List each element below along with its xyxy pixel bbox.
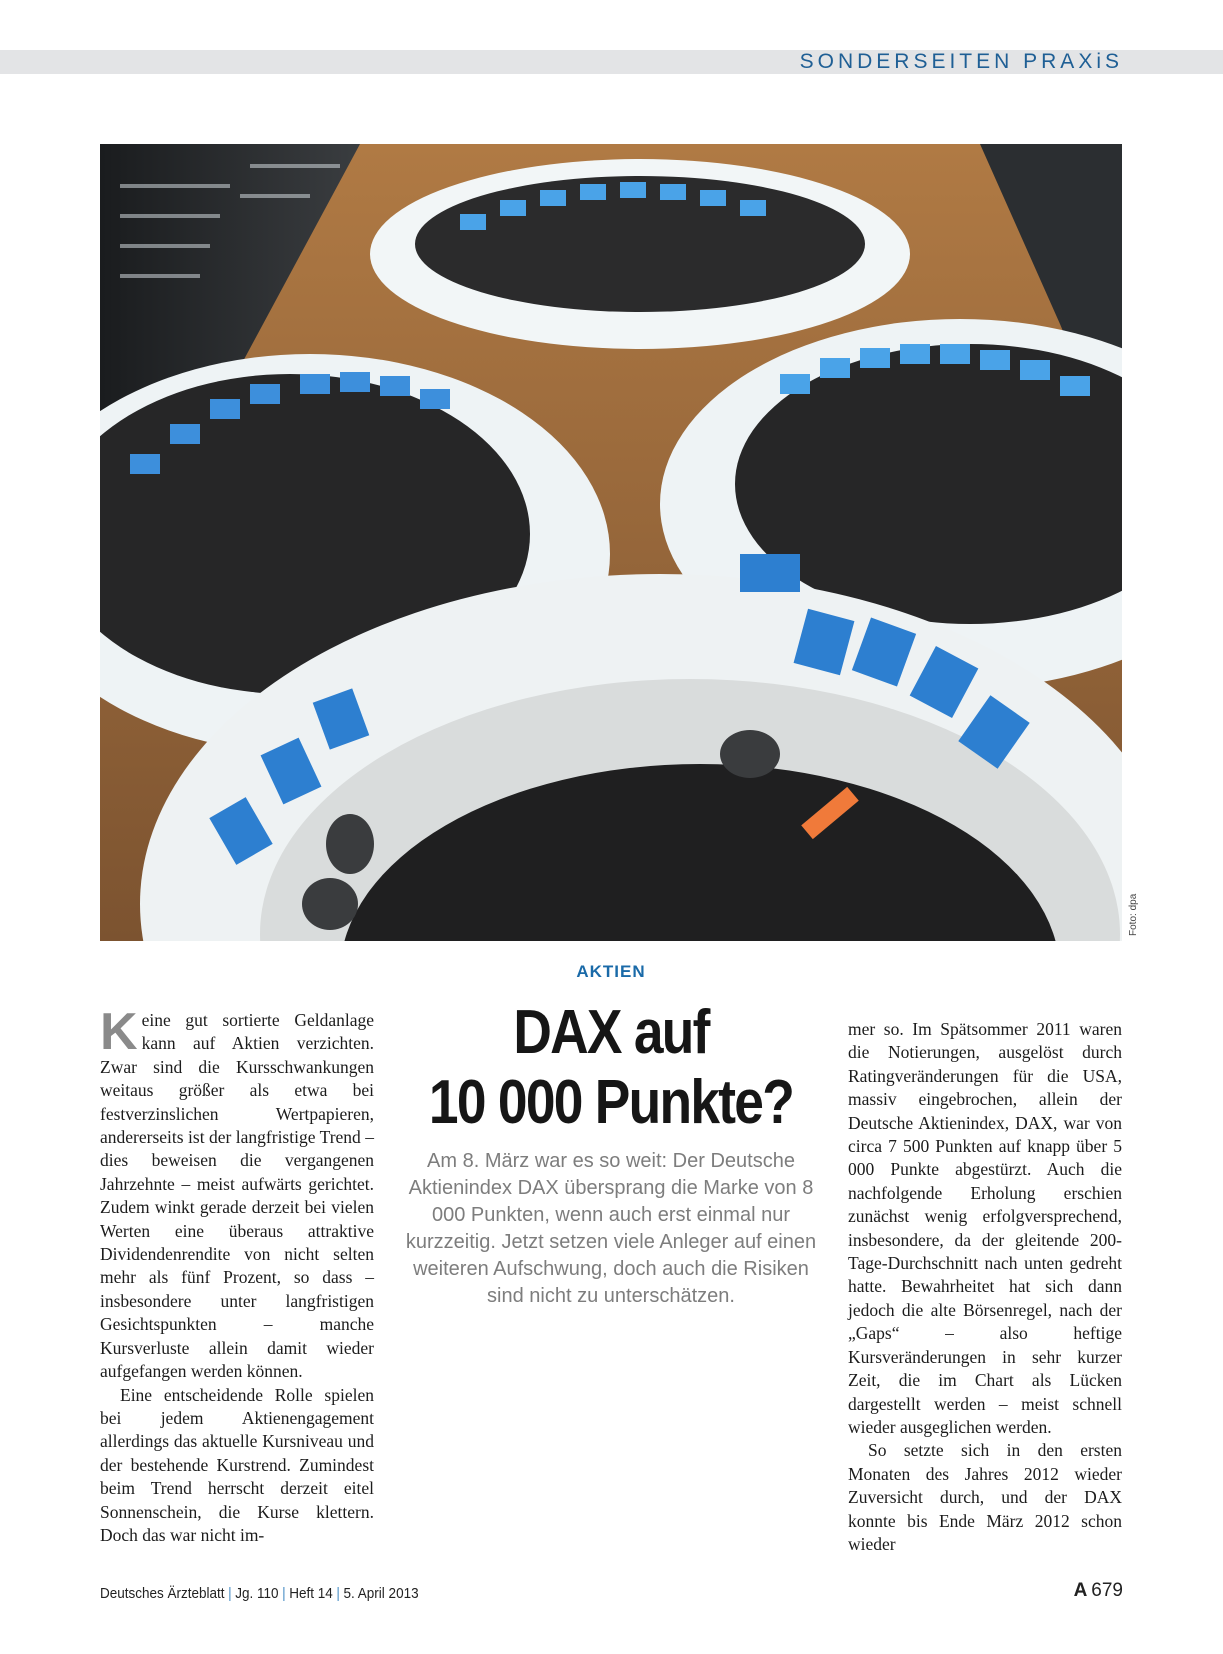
paragraph-2: Eine entscheidende Rolle spielen bei jedem Aktienengagement allerdings das aktuelle Kursniveau und der bestehende Kurstrend. Zumindest beim Trend herrscht derzeit eitel Sonnenschein, die Kurse klettern. Doch das war nicht im- <box>100 1384 374 1545</box>
volume: Jg. 110 <box>235 1585 279 1602</box>
page-prefix: A <box>1073 1580 1088 1601</box>
drop-cap: K <box>100 1003 138 1061</box>
page-number <box>1074 1580 1123 1602</box>
issue-date: 5. April 2013 <box>343 1585 419 1602</box>
paragraph-1 <box>100 1003 374 1384</box>
issue: Heft 14 <box>289 1585 333 1602</box>
headline-line-1: DAX auf <box>513 998 709 1067</box>
text-column-right <box>848 1018 1122 1556</box>
publication-name: Deutsches Ärzteblatt <box>100 1585 225 1602</box>
footer-citation: Deutsches Ärzteblatt | Jg. 110 | Heft 14 | 5. April 2013 <box>100 1585 419 1602</box>
photo-credit: Foto: dpa <box>1128 893 1139 936</box>
paragraph-1-text: eine gut sortierte Geldanlage kann auf Aktien verzichten. Zwar sind die Kursschwankungen weitaus größer als etwa bei festverzinslichen Wertpapieren, andererseits ist der langfristige Trend – dies beweisen die vergangenen Jahrzehnte – meist aufwärts gerichtet. Zudem winkt gerade derzeit bei vielen Werten eine überaus attraktive Dividendenrendite von nicht selten mehr als fünf Prozent, so dass – insbesondere unter langfristigen Gesichtspunkten – manche Kursverluste allein damit wieder aufgefangen werden können. <box>100 1010 374 1382</box>
article-headline <box>425 998 797 1138</box>
paragraph-3: mer so. Im Spätsommer 2011 waren die Notierungen, ausgelöst durch Ratingveränderungen für die USA, massiv eingebrochen, allein der Deutsche Aktienindex, DAX, war von circa 7 500 Punkten auf knapp über 5 000 Punkte abgestürzt. Auch die nachfolgende Erholung erschien zunächst wenig erfolgversprechend, insbesondere, da der gleitende 200-Tage-Durchschnitt nach unten gedreht hatte. Bewahrheitet hat sich dann jedoch die alte Börsenregel, nach der „Gaps“ – also heftige Kursveränderungen in sehr kurzer Zeit, die im Chart als Lücken dargestellt werden – meist schnell wieder ausgeglichen werden. <box>848 1019 1122 1437</box>
photo-illustration <box>100 144 1122 941</box>
text-column-left <box>100 1003 374 1547</box>
article-kicker: AKTIEN <box>576 962 646 981</box>
page-number-value: 679 <box>1091 1580 1123 1601</box>
article-deck: Am 8. März war es so weit: Der Deutsche Aktienindex DAX übersprang die Marke von 8 000 Punkten, wenn auch erst einmal nur kurzzeitig. Jetzt setzen viele Anleger auf einen weiteren Aufschwung, doch auch die Risiken sind nicht zu unterschätzen. <box>405 1150 817 1307</box>
paragraph-4: So setzte sich in den ersten Monaten des Jahres 2012 wieder Zuversicht durch, und der DAX konnte bis Ende März 2012 schon wieder <box>848 1440 1122 1554</box>
trading-floor-photo <box>100 144 1122 941</box>
section-label: SONDERSEITEN PRAXiS <box>799 50 1123 73</box>
headline-line-2: 10 000 Punkte? <box>428 1068 794 1137</box>
